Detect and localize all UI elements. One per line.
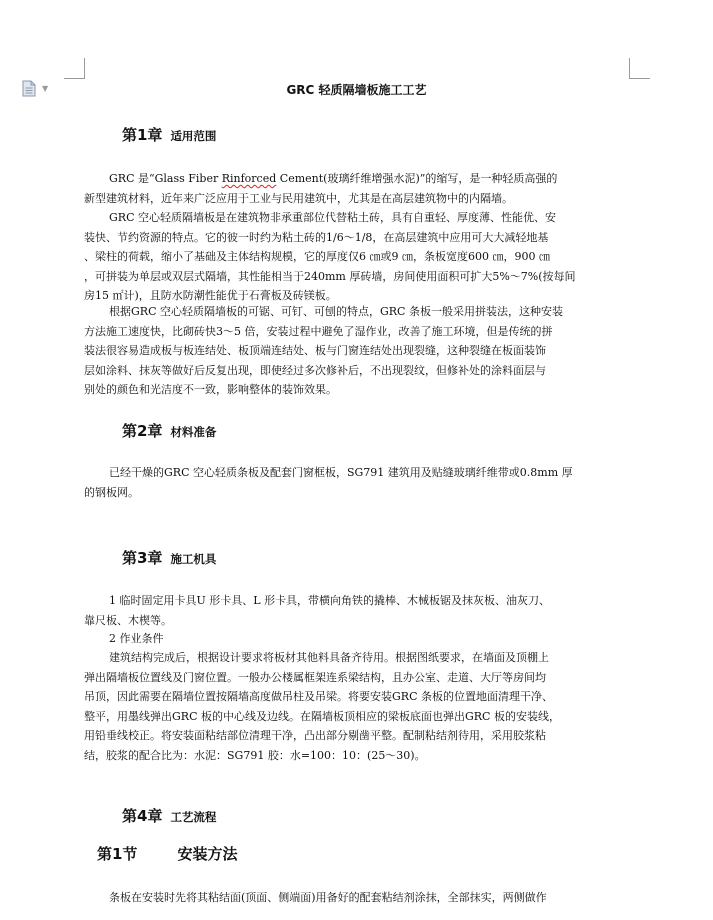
- text-line: 层如涂料、抹灰等做好后反复出现，即使经过多次修补后，不出现裂纹，但修补处的涂料面层与: [84, 363, 546, 377]
- chapter-3-heading: [122, 547, 216, 568]
- text-line: 方法施工速度快，比砌砖快3～5 倍，安装过程中避免了湿作业，改善了施工环境，但是传统的拼: [84, 324, 553, 338]
- chapter-2-heading: [122, 420, 216, 441]
- text-line: 装快、节约资源的特点。它的彼一时约为粘土砖的1/6～1/8，在高层建筑中应用可大大减轻地基: [84, 230, 549, 244]
- text-line: 弹出隔墙板位置线及门窗位置。一般办公楼属框架连系梁结构，且办公室、走道、大厅等房间均: [84, 670, 546, 684]
- text-line: 用铅垂线校正。将安装面粘结部位清理干净，凸出部分剔凿平整。配制粘结剂待用，采用胶浆粘: [84, 729, 546, 742]
- text-line: 条板在安装时先将其粘结面(顶面、侧端面)用备好的配套粘结剂涂抹，全部抹实，两侧做作: [109, 891, 547, 904]
- text-line: ，可拼装为单层或双层式隔墙，其性能相当于240mm 厚砖墙，房间使用面积可扩大5%～7%(按每间: [84, 269, 576, 283]
- page-corner-mark-left: [64, 58, 85, 79]
- paragraph-installation: [84, 888, 619, 908]
- paragraph-work-conditions-heading: [84, 629, 619, 649]
- text-line: 别处的颜色和光洁度不一致，影响整体的装饰效果。: [84, 383, 337, 396]
- text-line: 房15 ㎡计)，且防水防潮性能优于石膏板及砖镁板。: [84, 289, 337, 302]
- paragraph-assembly-method: [84, 302, 619, 400]
- chapter-number: 第2章: [122, 422, 163, 440]
- chapter-name: 施工机具: [170, 552, 217, 566]
- text-line: 根据GRC 空心轻质隔墙板的可锯、可钉、可刨的特点，GRC 条板一般采用拼装法，这种安装: [109, 305, 563, 318]
- section-1-heading: [97, 843, 237, 864]
- text-line: 整平，用墨线弹出GRC 板的中心线及边线。在隔墙板顶相应的梁板底面也弹出GRC 板的安装线，: [84, 709, 560, 723]
- text-line: 1 临时固定用卡具U 形卡具、L 形卡具，带横向角铁的撬棒、木械板锯及抹灰板、油灰刀、: [109, 594, 551, 607]
- text-line: 靠尺板、木楔等。: [84, 613, 172, 627]
- misspelled-word[interactable]: Rinforced: [221, 172, 277, 185]
- section-name: 安装方法: [177, 845, 238, 863]
- text-line: 、梁柱的荷载，缩小了基础及主体结构规模，它的厚度仅6 ㎝或9 ㎝，条板宽度600 ㎝，900 ㎝: [84, 250, 550, 263]
- text-line: 吊顶，因此需要在隔墙位置按隔墙高度做吊柱及吊梁。将要安装GRC 条板的位置地面清理干净、: [84, 690, 553, 703]
- document-title: GRC 轻质隔墙板施工工艺: [286, 83, 427, 97]
- paragraph-tools: [84, 591, 619, 630]
- text-line: GRC 空心轻质隔墙板是在建筑物非承重部位代替粘土砖，具有自重轻、厚度薄、性能优、安: [109, 211, 556, 224]
- text-line: 装法很容易造成板与板连结处、板顶端连结处、板与门窗连结处出现裂缝，这种裂缝在板面装饰: [84, 344, 546, 357]
- text-line: 结，胶浆的配合比为：水泥：SG791 胶：水=100：10：(25～30)。: [84, 748, 426, 762]
- text-line: GRC 是“Glass Fiber Rinforced Cement(玻璃纤维增强水泥)”的缩写，是一种轻质高强的: [109, 172, 558, 185]
- dropdown-arrow-icon[interactable]: ▼: [42, 84, 49, 93]
- text-line: 新型建筑材料，近年来广泛应用于工业与民用建筑中，尤其是在高层建筑物中的内隔墙。: [84, 191, 513, 205]
- chapter-number: 第1章: [122, 126, 163, 144]
- chapter-name: 工艺流程: [170, 810, 217, 824]
- chapter-4-heading: [122, 805, 216, 826]
- page-corner-mark-right: [629, 58, 650, 79]
- section-number: 第1节: [97, 845, 138, 863]
- paragraph-work-conditions: [84, 648, 619, 765]
- chapter-number: 第3章: [122, 549, 163, 567]
- chapter-name: 适用范围: [170, 129, 217, 143]
- text-line: 建筑结构完成后，根据设计要求将板材其他料具备齐待用。根据图纸要求，在墙面及顶棚上: [109, 651, 549, 664]
- paragraph-materials: [84, 463, 619, 502]
- text-line: 已经干燥的GRC 空心轻质条板及配套门窗框板，SG791 建筑用及贴缝玻璃纤维带或0.8mm 厚: [109, 466, 573, 479]
- text-line: 的钢板网。: [84, 485, 139, 499]
- chapter-name: 材料准备: [170, 425, 217, 439]
- chapter-1-heading: [122, 124, 216, 145]
- text-line: 2 作业条件: [109, 632, 164, 645]
- paragraph-grc-definition: [84, 169, 619, 208]
- paragraph-grc-wall-features: [84, 208, 619, 306]
- chapter-number: 第4章: [122, 807, 163, 825]
